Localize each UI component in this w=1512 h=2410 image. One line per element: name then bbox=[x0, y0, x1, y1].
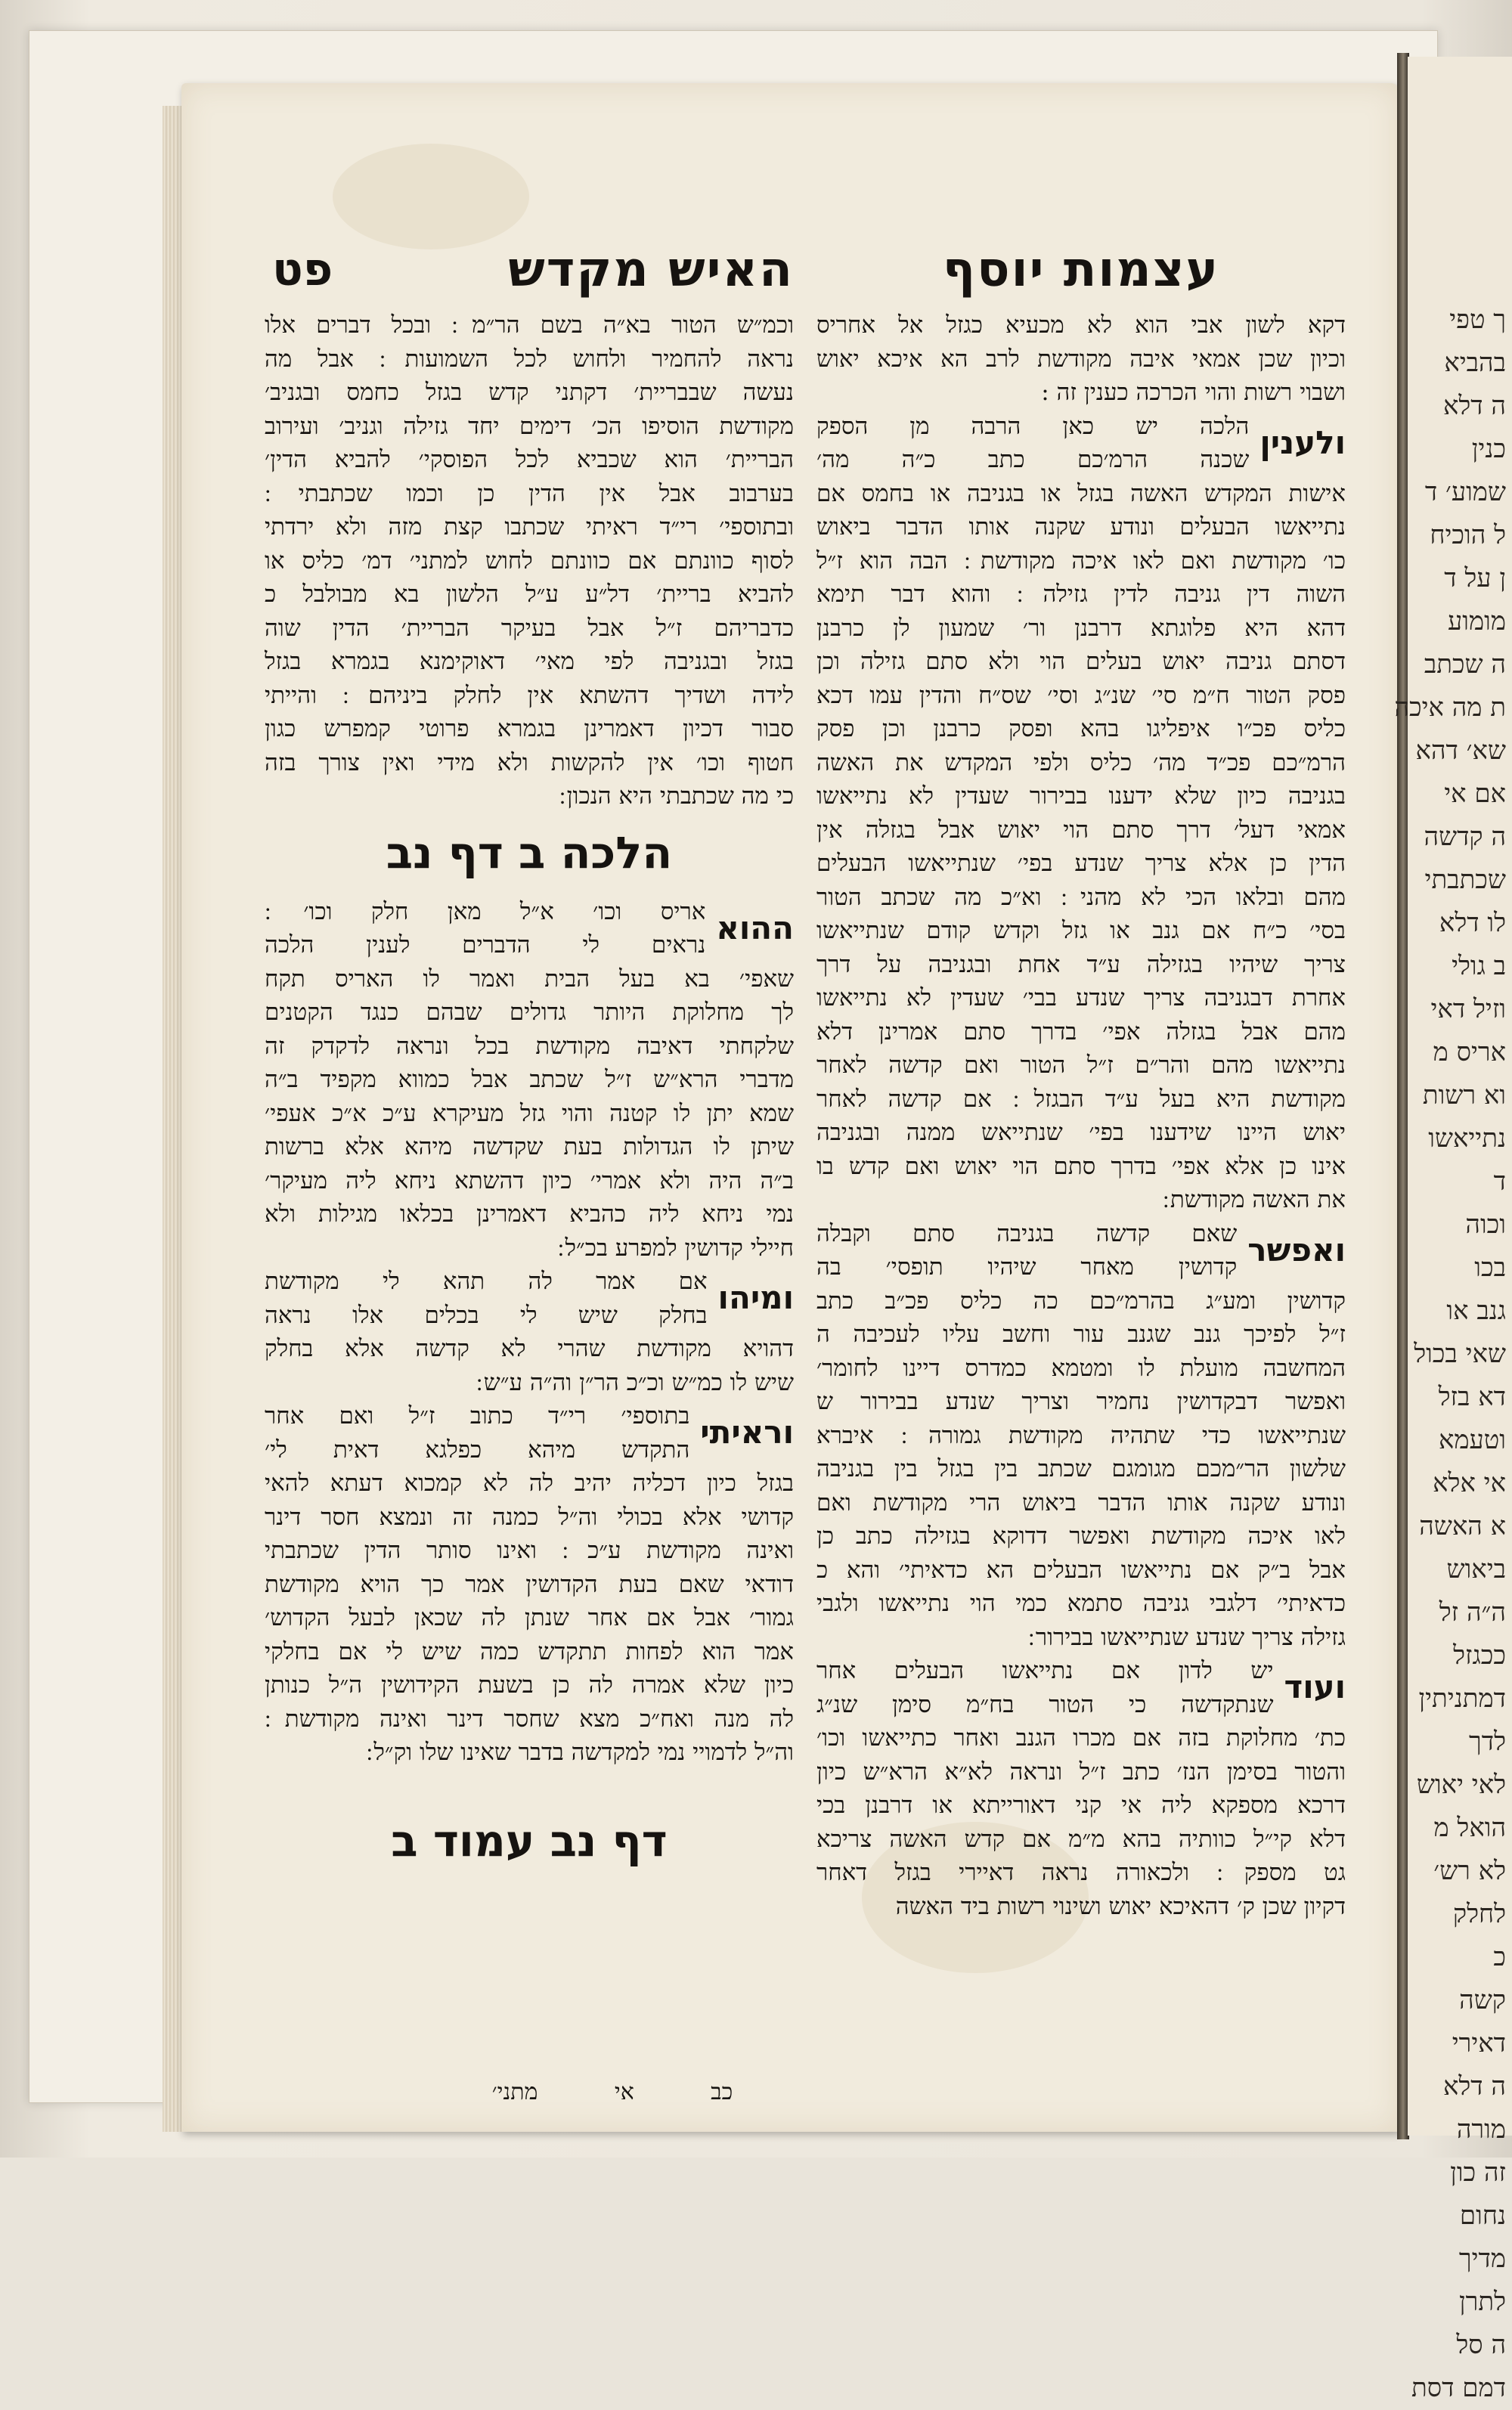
text-line: בסי׳ כ״ח אם גנב או גזל וקדש קודם שנתייאשו bbox=[816, 917, 1346, 944]
text-line: בתוספי׳ רי״ד כתוב ז״ל ואם אחר bbox=[265, 1402, 690, 1430]
text-line: חטוף וכו׳ אין להקשות ולא מידי ואין צורך בזה bbox=[265, 748, 794, 776]
facing-text-line: ת מה איכה bbox=[1394, 692, 1506, 723]
facing-text-line: בכו bbox=[1474, 1253, 1506, 1283]
text-line: דרכא מספקא ליה אי קני דאורייתא או דרבנן בכי bbox=[816, 1792, 1346, 1819]
text-line: נתייאשו מהם והר״ם ז״ל הטור ואם קדשה לאחר bbox=[816, 1052, 1346, 1079]
facing-text-line: שא׳ דהא bbox=[1415, 736, 1506, 766]
text-line: אחרת דבגניבה צריך שנדע בבי׳ שעדין לא נתייאשו bbox=[816, 984, 1346, 1011]
facing-text-line: דמתניתין bbox=[1418, 1684, 1506, 1714]
catchword: מתני׳ bbox=[491, 2079, 538, 2105]
facing-text-line: אריס מ bbox=[1433, 1037, 1506, 1067]
text-line: גזילה צריך שנדע שנתייאשו בבירור ׃ bbox=[1028, 1623, 1346, 1651]
text-line: ושבוי רשות והוי הכרכה כענין זה : bbox=[1041, 379, 1346, 406]
facing-text-line: שאי בכול bbox=[1414, 1339, 1506, 1369]
text-line: כדאיתי׳ דלגבי גניבה סתמא כמי הוי נתייאשו ולגבי bbox=[816, 1590, 1346, 1617]
facing-text-line: ה״ה זל bbox=[1439, 1597, 1506, 1628]
facing-text-line: נתייאשו bbox=[1428, 1123, 1506, 1154]
text-line: להביא בריית׳ דל״ע ע״ל הלשון בא מבולבל כ bbox=[265, 581, 794, 608]
facing-text-line: כנין bbox=[1471, 434, 1506, 464]
facing-text-line: לחלק bbox=[1452, 1899, 1506, 1929]
text-line: שאפי׳ בא בעל הבית ואמר לו האריס תקח bbox=[265, 965, 794, 993]
facing-text-line: וכוה bbox=[1465, 1210, 1506, 1240]
facing-text-line: א האשה bbox=[1419, 1511, 1506, 1541]
text-line: וכמ״ש הטור בא״ה בשם הר״מ ׃ ובכל דברים אלו bbox=[265, 311, 794, 339]
facing-text-line: מורה bbox=[1456, 2114, 1506, 2145]
facing-text-line: וזיל דאי bbox=[1430, 994, 1506, 1024]
text-line: לאו איכה מקודשת ואפשר דדוקא בגזילה כתב כן bbox=[816, 1523, 1346, 1550]
text-line: כדבריהם ז״ל אבל בעיקר הבריית׳ הדין שוה bbox=[265, 614, 794, 642]
right-intro bbox=[816, 308, 1346, 410]
running-header-right: עצמות יוסף bbox=[942, 242, 1220, 298]
text-line: וה״ל לדמויי נמי למקדשה בדבר שאינו שלו וק״ל ׃ bbox=[366, 1739, 794, 1766]
book-page bbox=[181, 83, 1399, 2132]
text-line: שנתקדשה כי הטור בח״מ סימן שנ״ג bbox=[816, 1690, 1274, 1718]
text-line: פסק הטור ח״מ סי׳ שנ״ג וסי׳ שס״ח והדין עמו דכא bbox=[816, 681, 1346, 709]
facing-text-line: קשה bbox=[1459, 1985, 1506, 2015]
text-line: כת׳ מחלוקת בזה אם מכרו הגנב ואחר כתייאשו וכו׳ bbox=[816, 1724, 1346, 1752]
facing-text-line: ה סל bbox=[1456, 2330, 1506, 2360]
facing-text-line: אם אי bbox=[1444, 779, 1506, 809]
facing-text-line: דא בזל bbox=[1438, 1382, 1506, 1412]
text-line: את האשה מקודשת ׃ bbox=[1163, 1186, 1346, 1213]
text-line: נמי ניחא ליה כהביא דאמרינן בכלאו מגילות ולא bbox=[265, 1200, 794, 1228]
text-line: לסוף כוונתם אם כוונתם לחוש למתני׳ דמ׳ כליס או bbox=[265, 547, 794, 575]
lead-word: וראיתי bbox=[700, 1414, 794, 1451]
catchword: כב bbox=[711, 2079, 733, 2105]
text-line: הרמ״כם פכ״ד מה׳ כליס ולפי המקדש את האשה bbox=[816, 748, 1346, 776]
text-line: דהא היא פלוגתא דרבנן ור׳ שמעון לן כרבנן bbox=[816, 614, 1346, 642]
text-line: שאם קדשה בגניבה סתם וקבלה bbox=[816, 1219, 1238, 1247]
text-line: דהויא מקודשת שהרי לא קדשה אלא בחלק bbox=[265, 1335, 794, 1362]
text-line: התקדש מיהא כפלגא דאית לי׳ bbox=[265, 1436, 690, 1464]
text-line: כי מה שכתבתי היא הנכון ׃ bbox=[559, 782, 794, 810]
text-line: גט מספק ׃ ולכאורה נראה דאיירי בגזל דאחר bbox=[816, 1859, 1346, 1886]
text-line: אם אמר לה תהא לי מקודשת bbox=[265, 1268, 708, 1295]
lead-word: ואפשר bbox=[1247, 1231, 1346, 1269]
bottom-title: דף נב עמוד ב bbox=[391, 1814, 668, 1866]
text-line: קדושי אלא בכולי וה״ל כמנה זה ונמצא חסר דינר bbox=[265, 1503, 794, 1531]
facing-text-line: ביאוש bbox=[1446, 1554, 1506, 1584]
catchwords bbox=[454, 2079, 771, 2105]
facing-text-line: לדך bbox=[1469, 1727, 1506, 1757]
paragraph-lelinyan bbox=[816, 410, 1346, 1217]
facing-page-edge bbox=[1394, 57, 1512, 2403]
text-line: צריך שיהיו בגזילה ע״ד אחת ובגניבה על דרך bbox=[816, 950, 1346, 978]
facing-text-line: וטעמא bbox=[1438, 1425, 1506, 1455]
facing-text-line: שמוע׳ ד bbox=[1424, 477, 1506, 507]
text-line: מקודשת היא בעל ע״ד הבגזל ׃ אם קדשה לאחר bbox=[816, 1085, 1346, 1113]
text-line: אמר הוא לפחות תתקדש כמה שיש לי אם בחלקי bbox=[265, 1637, 794, 1665]
facing-text-line: מומוע bbox=[1448, 606, 1506, 637]
text-line: דודאי שאם בעת הקדושין אמר כך הויא מקודשת bbox=[265, 1570, 794, 1598]
facing-text-line: כ bbox=[1493, 1942, 1506, 1972]
paper-stain bbox=[333, 144, 529, 249]
text-line: בחלק שיש לי בכלים אלו נראה bbox=[265, 1301, 708, 1329]
text-line: מהם ובלאו הכי לא מהני ׃ וא״כ מה שכתב הטור bbox=[816, 883, 1346, 911]
text-line: בגזל ובגניבה לפי מאי׳ דאוקימנא בגמרא בגזל bbox=[265, 648, 794, 675]
text-line: הלכה יש כאן הרבה מן הספק bbox=[816, 412, 1250, 440]
facing-text-line: ה דלא bbox=[1442, 2071, 1506, 2102]
running-header-left: האיש מקדש bbox=[508, 242, 794, 298]
text-line: שלקחתי דאיבה מקודשת בכל ונראה לדקדק זה bbox=[265, 1032, 794, 1060]
text-line: ז״ל לפיכך גנב שגנב עור וחשב עליו לעכיבה ה bbox=[816, 1321, 1346, 1348]
facing-text-line: הואל מ bbox=[1433, 1813, 1506, 1843]
text-line: בגניבה כיון שלא ידענו בבירור שעדין לא נתייאשו bbox=[816, 782, 1346, 810]
facing-text-line: דאירי bbox=[1452, 2028, 1506, 2058]
facing-text-line: ככגזל bbox=[1453, 1640, 1506, 1671]
text-line: השוה דין גניבה לדין גזילה ׃ והוא דבר תימא bbox=[816, 581, 1346, 608]
text-line: בערבוב אבל אין הדין כן וכמו שכתבתי ׃ bbox=[265, 479, 794, 507]
text-line: שמא יתן לו קטנה והוי גזל מעיקרא ע״כ א״כ אעפי׳ bbox=[265, 1099, 794, 1127]
text-line: יש לדון אם נתייאשו הבעלים אחר bbox=[816, 1657, 1274, 1684]
left-intro bbox=[265, 308, 794, 813]
text-line: כיון שלא אמרה לה כן בשעת הקידושין ה״ל כנותן bbox=[265, 1671, 794, 1699]
text-line: הבריית׳ הוא שכביא לכל הפוסקי׳ להביא הדין׳ bbox=[265, 446, 794, 473]
text-line: אינו כן אלא אפי׳ בדרך סתם הוי יאוש ואם קדש בו bbox=[816, 1152, 1346, 1180]
text-line: שיתן לו הגדולות בעת שקדשה מיהא אלא ברשות bbox=[265, 1133, 794, 1160]
paragraph-hahu bbox=[265, 895, 794, 1265]
paragraph-umihu bbox=[265, 1265, 794, 1399]
text-line: חיילי קדושין למפרע בכ״ל ׃ bbox=[557, 1234, 794, 1262]
catchword: אי bbox=[614, 2079, 634, 2105]
text-line: ונודע שקנה אותו הדבר ביאוש הרי מקודשת ואם bbox=[816, 1488, 1346, 1516]
text-line: ובתוספי׳ רי״ד ראיתי שכתבו קצת מזה ולא ירדתי bbox=[265, 513, 794, 541]
paragraph-body bbox=[265, 1265, 794, 1399]
text-line: אישות המקדש האשה בגזל או בגניבה או בחמס אם bbox=[816, 479, 1346, 507]
paragraph-body bbox=[816, 1654, 1346, 1923]
text-line: הדין כן אלא צריך שנדע בפי׳ שנתייאשו הבעלים bbox=[816, 850, 1346, 877]
text-line: וכיון שכן אמאי איבה מקודשת לרב הא איכא יאוש bbox=[816, 345, 1346, 373]
facing-page-lines bbox=[1394, 57, 1512, 2410]
facing-text-line: דמם דסת bbox=[1411, 2373, 1506, 2403]
facing-text-line: גנב או bbox=[1446, 1296, 1506, 1326]
facing-text-line: לא רש׳ bbox=[1433, 1856, 1506, 1886]
text-line: דלא קי״ל כוותיה בהא מ״מ אם קדש האשה צריכא bbox=[816, 1825, 1346, 1853]
text-line: ואינה מקודשת ע״כ ׃ ואינו סותר הדין שכתבתי bbox=[265, 1537, 794, 1564]
facing-text-line: אי אלא bbox=[1433, 1468, 1506, 1498]
text-line: כו׳ מקודשת ואם לאו איכה מקודשת ׃ הבה הוא ז״ל bbox=[816, 547, 1346, 575]
text-line: דקיון שכן ק׳ דהאיכא יאוש ושינוי רשות ביד האשה bbox=[895, 1892, 1346, 1920]
text-line: שנתייאשו כדי שתהיה מקודשת גמורה ׃ איברא bbox=[816, 1421, 1346, 1449]
text-line: בגזל כיון דכליה יהיב לה לא קמכוא דעתא להאי bbox=[265, 1470, 794, 1497]
text-line: שכנה הרמ׳כם כתב כ״ה מה׳ bbox=[816, 446, 1250, 473]
lead-word: ולענין bbox=[1259, 423, 1346, 461]
text-line: אמאי דעל׳ דרך סתם הוי יאוש אבל בגזלה אין bbox=[816, 816, 1346, 844]
text-line: נראים לי הדברים לענין הלכה bbox=[265, 931, 706, 959]
facing-text-line: ה שכתב bbox=[1424, 649, 1506, 680]
text-line: המחשבה מועלת לו ומטמא כמדרס דיינו לחומר׳ bbox=[816, 1354, 1346, 1382]
text-line: שלשון הר״מכם מגומגם שכתב בין בגזל בין בגניבה bbox=[816, 1455, 1346, 1482]
facing-text-line: ב גולי bbox=[1452, 951, 1506, 981]
text-line: קדושין ומע״ג בהרמ״כם כה כליס פכ״ב כתב bbox=[816, 1287, 1346, 1315]
paragraph-veod bbox=[816, 1654, 1346, 1923]
text-line: ב״ה היה ולא אמרי׳ כיון דהשתא ניחא ליה מעיקר׳ bbox=[265, 1166, 794, 1194]
right-column bbox=[816, 242, 1346, 1923]
text-line: לה מנה ואח״כ מצא שחסר דינר ואינה מקודשת ׃ bbox=[265, 1705, 794, 1733]
paragraph-body bbox=[816, 410, 1346, 1217]
facing-text-line: לתרן bbox=[1458, 2287, 1506, 2317]
facing-text-line: ל הוכיח bbox=[1430, 520, 1506, 550]
facing-text-line: לאי יאוש bbox=[1416, 1770, 1506, 1800]
paragraph-body bbox=[265, 895, 794, 1265]
facing-text-line: ד bbox=[1493, 1166, 1506, 1197]
lead-word: ועוד bbox=[1284, 1668, 1346, 1705]
facing-text-line: לו דלא bbox=[1439, 908, 1506, 938]
text-line: סבור דכיון דאמרינן בגמרא פרוטי קמפרש כגון bbox=[265, 715, 794, 742]
text-line: נעשה שבבריית׳ דקתני קדש בגזל כחמס ובגניב׳ bbox=[265, 379, 794, 406]
facing-text-line: שכתבתי bbox=[1424, 865, 1506, 895]
facing-text-line: ן על ד bbox=[1444, 563, 1506, 593]
facing-text-line: ה דלא bbox=[1442, 391, 1506, 421]
text-line: אבל ב״ק אם נתייאשו הבעלים הא כדאיתי׳ והא כ bbox=[816, 1556, 1346, 1584]
text-line: יאוש היינו שידענו בפי׳ שנתייאש ממנה ובגניבה bbox=[816, 1119, 1346, 1146]
text-line: נראה להחמיר ולחוש לכל השמועות ׃ אבל מה bbox=[265, 345, 794, 373]
text-line: לידה ושדיך דהשתא אין לחלק ביניהם ׃ והייתי bbox=[265, 681, 794, 709]
lead-word: ומיהו bbox=[717, 1279, 794, 1316]
text-line: דקא לשון אבי הוא לא מכעיא כגזל אל אחריס bbox=[816, 311, 1346, 339]
facing-text-line: בהביא bbox=[1444, 348, 1506, 378]
text-line: מקודשת הוסיפו הכ׳ דימים יחד גזילה וגניב׳ ועירוב bbox=[265, 412, 794, 440]
text-line: ואפשר דבקדושין נחמיר וצריך שנדע בבירור ש bbox=[816, 1388, 1346, 1415]
text-line: אריס וכו׳ א״ל מאן חלק וכו׳ ׃ bbox=[265, 897, 706, 925]
facing-text-line: ך טפי bbox=[1449, 305, 1506, 335]
text-line: כליס פכ״ו איפליגו בהא ופסק כרבנן וכן פסק bbox=[816, 715, 1346, 742]
text-line: קדושין מאחר שיהיו תופסי׳ בה bbox=[816, 1253, 1238, 1281]
text-line: מהם אבל בגזלה אפי׳ בדרך סתם אמרינן דלא bbox=[816, 1018, 1346, 1045]
facing-text-line: מדיך bbox=[1458, 2244, 1506, 2274]
text-line: לך מחלוקת היותר גדולים שבהם כנגד הקטנים bbox=[265, 999, 794, 1026]
text-line: נתייאשו הבעלים ונודע שקנה אותו הדבר ביאוש bbox=[816, 513, 1346, 541]
facing-text-line: זה כון bbox=[1450, 2158, 1506, 2188]
lead-word: ההוא bbox=[716, 909, 794, 946]
facing-text-line: וא רשות bbox=[1422, 1080, 1506, 1111]
text-line: מדברי הרא״ש ז״ל שכתב אבל כמווא מקפיד ב״ה bbox=[265, 1066, 794, 1093]
left-column bbox=[265, 242, 794, 1883]
text-line: גמור׳ אבל אם אחר שנתן לה שכאן לבעל הקדוש׳ bbox=[265, 1604, 794, 1631]
text-line: דסתם גניבה יאוש בעלים הוי ולא סתם גזילה וכן bbox=[816, 648, 1346, 675]
paragraph-vereiti bbox=[265, 1399, 794, 1770]
text-line: שיש לו כמ״ש וכ״כ הר״ן וה״ה ע״ש ׃ bbox=[476, 1368, 794, 1396]
left-header-row bbox=[265, 242, 794, 298]
paragraph-veefshar bbox=[816, 1217, 1346, 1655]
text-line: והטור בסימן הנז׳ כתב ז״ל ונראה לא״א הרא״ש כיון bbox=[816, 1758, 1346, 1786]
folio-number: פט bbox=[272, 243, 333, 296]
section-title: הלכה ב דף נב bbox=[386, 826, 673, 878]
facing-text-line: ה קדשה bbox=[1424, 822, 1506, 852]
facing-text-line: נחום bbox=[1459, 2201, 1506, 2231]
